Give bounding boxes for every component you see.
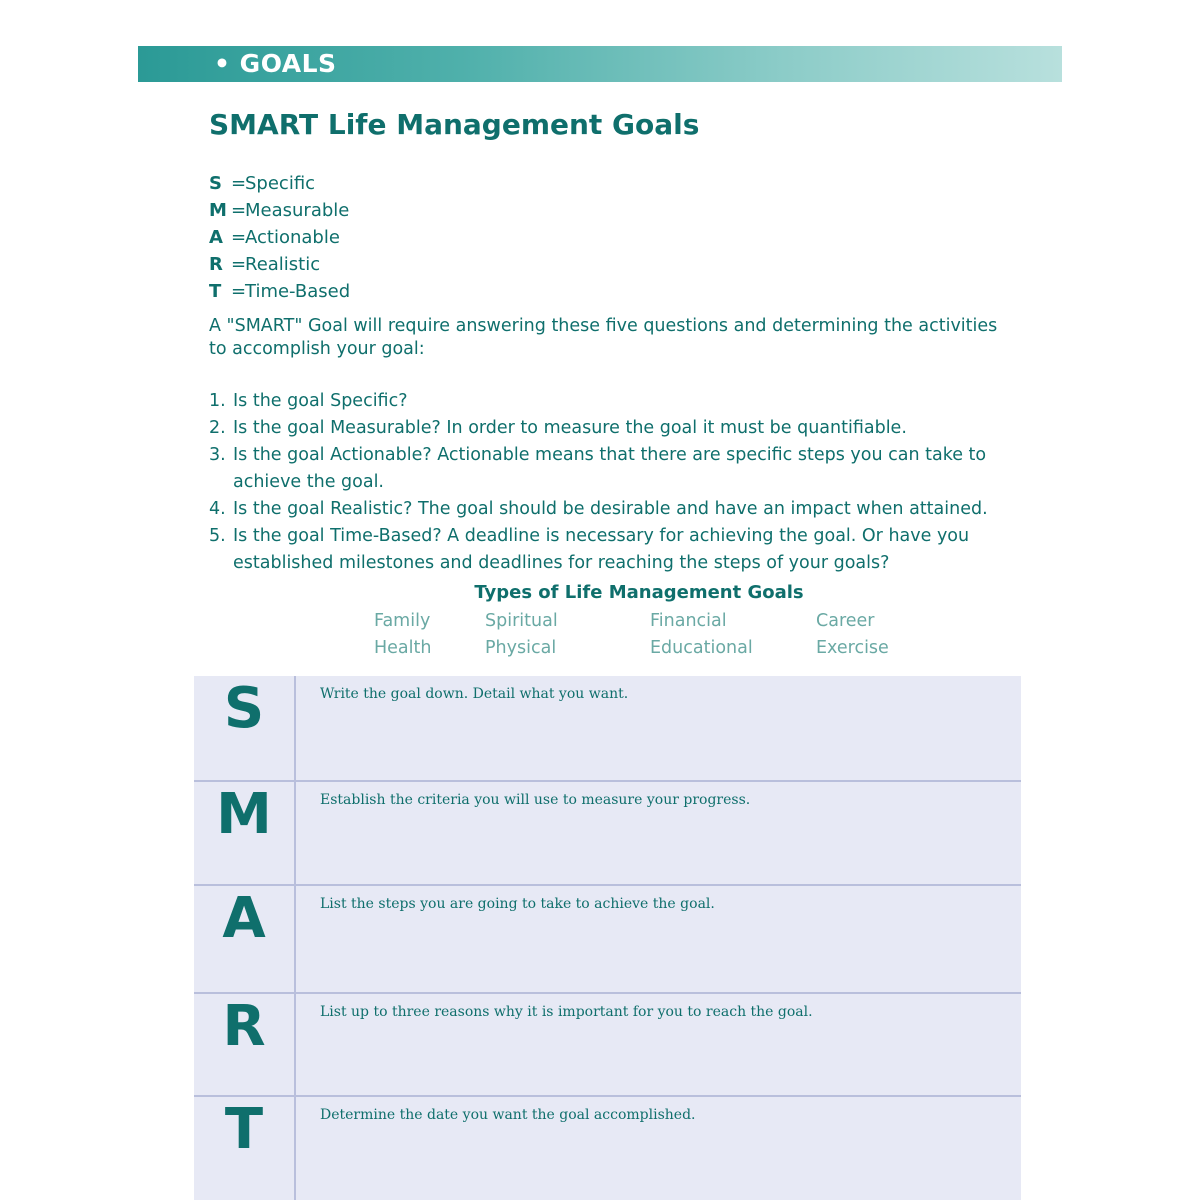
acronym-equals: =	[231, 281, 247, 302]
acronym-letter: T	[209, 281, 222, 302]
acronym-item	[209, 251, 350, 278]
question-text: Is the goal Measurable? In order to measure the goal it must be quantifiable.	[233, 418, 907, 438]
acronym-letter: A	[209, 227, 223, 248]
section-banner	[138, 46, 1062, 82]
acronym-word: Measurable	[245, 200, 350, 221]
worksheet-letter: T	[224, 1097, 264, 1162]
question-text: Is the goal Actionable? Actionable means that there are specific steps you can take to achieve the goal.	[233, 445, 987, 492]
acronym-word: Actionable	[245, 227, 340, 248]
acronym-word: Specific	[245, 173, 316, 194]
worksheet-letter: M	[216, 782, 272, 847]
section-label: • GOALS	[214, 49, 337, 78]
worksheet-letter: R	[222, 994, 266, 1059]
worksheet-row-r[interactable]	[194, 994, 1021, 1097]
acronym-letter: M	[209, 200, 227, 221]
acronym-word: Time-Based	[245, 281, 351, 302]
question-number: 5.	[209, 526, 226, 546]
goal-type: Spiritual	[485, 611, 558, 631]
question-item	[209, 388, 999, 415]
goal-type: Financial	[650, 611, 727, 631]
question-text: Is the goal Specific?	[233, 391, 408, 411]
question-item	[209, 442, 999, 496]
goal-type: Health	[374, 638, 432, 658]
question-item	[209, 415, 999, 442]
question-number: 1.	[209, 391, 226, 411]
question-item	[209, 496, 999, 523]
goal-types-section	[360, 580, 900, 664]
worksheet-letter: S	[223, 676, 265, 741]
goal-type: Family	[374, 611, 431, 631]
acronym-equals: =	[231, 200, 247, 221]
question-number: 4.	[209, 499, 226, 519]
page-title: SMART Life Management Goals	[209, 108, 700, 141]
worksheet-instruction: List the steps you are going to take to achieve the goal.	[320, 896, 715, 912]
question-item	[209, 523, 999, 577]
worksheet-instruction: Establish the criteria you will use to measure your progress.	[320, 792, 751, 808]
acronym-item	[209, 224, 350, 251]
acronym-word: Realistic	[245, 254, 321, 275]
acronym-item	[209, 170, 350, 197]
worksheet-instruction: Write the goal down. Detail what you want.	[320, 686, 629, 702]
goal-type: Physical	[485, 638, 557, 658]
goal-type: Career	[816, 611, 875, 631]
acronym-letter: S	[209, 173, 222, 194]
worksheet-row-s[interactable]	[194, 676, 1021, 782]
acronym-item	[209, 278, 350, 305]
question-number: 2.	[209, 418, 226, 438]
smart-worksheet	[194, 676, 1021, 1200]
acronym-equals: =	[231, 254, 247, 275]
acronym-equals: =	[231, 173, 247, 194]
question-number: 3.	[209, 445, 226, 465]
acronym-item	[209, 197, 350, 224]
acronym-equals: =	[231, 227, 247, 248]
intro-paragraph: A "SMART" Goal will require answering these five questions and determining the activities to accomplish your goal:	[209, 316, 998, 359]
goal-types-grid	[360, 608, 900, 664]
worksheet-row-t[interactable]	[194, 1097, 1021, 1200]
goal-types-heading: Types of Life Management Goals	[474, 582, 804, 603]
worksheet-row-m[interactable]	[194, 782, 1021, 886]
acronym-letter: R	[209, 254, 223, 275]
worksheet-instruction: List up to three reasons why it is important for you to reach the goal.	[320, 1004, 813, 1020]
worksheet-row-a[interactable]	[194, 886, 1021, 994]
worksheet-instruction: Determine the date you want the goal accomplished.	[320, 1107, 696, 1123]
goal-type: Educational	[650, 638, 753, 658]
goal-type: Exercise	[816, 638, 889, 658]
question-list	[209, 388, 999, 577]
question-text: Is the goal Time-Based? A deadline is necessary for achieving the goal. Or have you established milestones and deadlines for reaching the steps of your goals?	[233, 526, 970, 573]
question-text: Is the goal Realistic? The goal should be desirable and have an impact when attained.	[233, 499, 988, 519]
worksheet-letter: A	[222, 886, 266, 951]
smart-acronym-list	[209, 170, 350, 305]
